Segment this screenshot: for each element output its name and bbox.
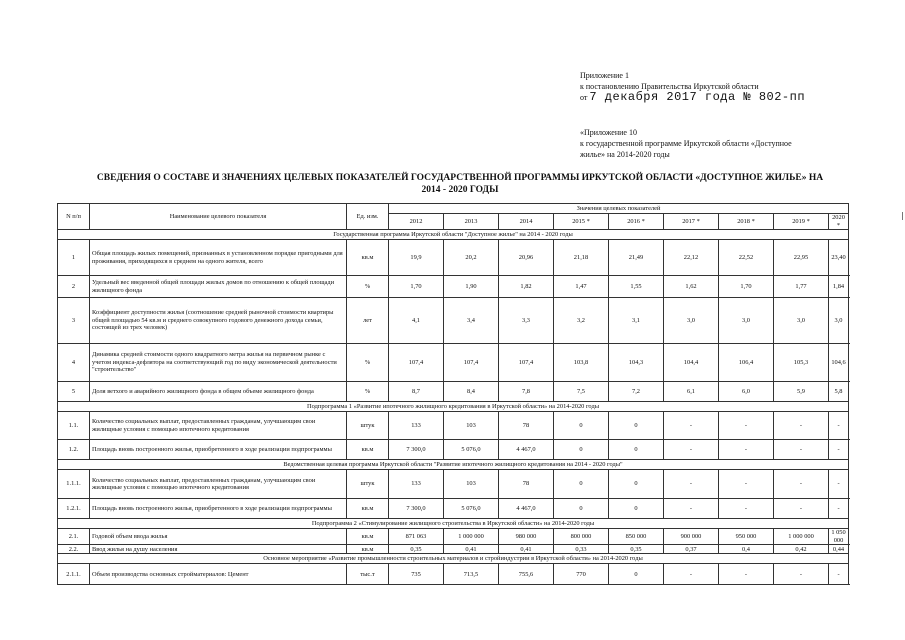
value-cell: 4 467,0 <box>499 499 554 519</box>
header-name: Наименование целевого показателя <box>90 204 347 230</box>
value-cell: - <box>829 412 849 440</box>
appendix-line-2: к постановлению Правительства Иркутской области <box>580 82 759 91</box>
value-cell: - <box>719 470 774 499</box>
section-row <box>58 402 849 412</box>
value-cell: - <box>719 412 774 440</box>
value-cell: 735 <box>389 564 444 585</box>
indicator-name: Количество социальных выплат, предоставленных гражданам, улучшающим свои жилищные условия с помощью ипотечного кредитования <box>90 412 347 440</box>
value-cell: 1,70 <box>719 276 774 298</box>
value-cell: 7,5 <box>554 382 609 402</box>
value-cell: 133 <box>389 412 444 440</box>
unit-cell: кв.м <box>347 240 389 276</box>
value-cell: 7 300,0 <box>389 499 444 519</box>
row-number: 5 <box>58 382 90 402</box>
value-cell: 6,0 <box>719 382 774 402</box>
indicator-name: Общая площадь жилых помещений, признанных в установленном порядке пригодными для проживания, приходящихся в среднем на одного жителя, всего <box>90 240 347 276</box>
value-cell: 0 <box>609 564 664 585</box>
value-cell: 3,0 <box>664 298 719 344</box>
indicator-name: Площадь вновь построенного жилья, приобретенного в ходе реализации подпрограммы <box>90 440 347 460</box>
value-cell: 3,2 <box>554 298 609 344</box>
value-cell: - <box>774 499 829 519</box>
value-cell: - <box>774 470 829 499</box>
program-line-2: к государственной программе Иркутской области «Доступное <box>580 139 792 148</box>
value-cell: - <box>664 440 719 460</box>
appendix-line-3 <box>580 92 805 103</box>
year-header: 2018 * <box>719 214 774 230</box>
indicator-name: Количество социальных выплат, предоставленных гражданам, улучшающим свои жилищные условия с помощью ипотечного кредитования <box>90 470 347 499</box>
section-row <box>58 230 849 240</box>
value-cell: 1,70 <box>389 276 444 298</box>
section-title: Подпрограмма 1 «Развитие ипотечного жилищного кредитования в Иркутской области» на 2014-2020 годы <box>58 402 849 412</box>
value-cell: 1,77 <box>774 276 829 298</box>
row-number: 2.2. <box>58 545 90 554</box>
row-number: 2.1.1. <box>58 564 90 585</box>
value-cell: 7 300,0 <box>389 440 444 460</box>
value-cell: 0,35 <box>389 545 444 554</box>
value-cell: 1,84 <box>829 276 849 298</box>
year-header: 2017 * <box>664 214 719 230</box>
unit-cell: кв.м <box>347 545 389 554</box>
value-cell: - <box>719 499 774 519</box>
year-header: 2013 <box>444 214 499 230</box>
row-number: 2.1. <box>58 529 90 545</box>
value-cell: 0,33 <box>554 545 609 554</box>
value-cell: - <box>829 564 849 585</box>
table-row <box>58 276 849 298</box>
value-cell: 0 <box>554 440 609 460</box>
value-cell: 5,8 <box>829 382 849 402</box>
value-cell: - <box>829 440 849 460</box>
value-cell: 5 076,0 <box>444 440 499 460</box>
value-cell: 8,4 <box>444 382 499 402</box>
unit-cell: % <box>347 344 389 382</box>
indicator-name: Объем производства основных стройматериалов: Цемент <box>90 564 347 585</box>
unit-cell: кв.м <box>347 529 389 545</box>
value-cell: 1 000 000 <box>774 529 829 545</box>
value-cell: 21,18 <box>554 240 609 276</box>
value-cell: 1,55 <box>609 276 664 298</box>
value-cell: 850 000 <box>609 529 664 545</box>
value-cell: 0 <box>609 440 664 460</box>
indicator-name: Годовой объем ввода жилья <box>90 529 347 545</box>
date-prefix: от <box>580 93 588 102</box>
document-title <box>50 172 870 196</box>
header-num: N п/п <box>58 204 90 230</box>
value-cell: 0,42 <box>774 545 829 554</box>
value-cell: 8,7 <box>389 382 444 402</box>
row-number: 1.2.1. <box>58 499 90 519</box>
value-cell: 22,12 <box>664 240 719 276</box>
value-cell: 5,9 <box>774 382 829 402</box>
value-cell: 1,62 <box>664 276 719 298</box>
unit-cell: % <box>347 276 389 298</box>
indicators-table <box>57 203 849 585</box>
table-row <box>58 298 849 344</box>
value-cell: 104,3 <box>609 344 664 382</box>
title-line-2: 2014 - 2020 ГОДЫ <box>421 185 499 195</box>
value-cell: 107,4 <box>389 344 444 382</box>
section-title: Основное мероприятие «Развитие промышленности строительных материалов и стройиндустрии в Иркутской области» на 2014-2020 годы <box>58 554 849 564</box>
value-cell: 0,37 <box>664 545 719 554</box>
value-cell: 3,0 <box>829 298 849 344</box>
value-cell: 5 076,0 <box>444 499 499 519</box>
value-cell: 106,4 <box>719 344 774 382</box>
unit-cell: % <box>347 382 389 402</box>
indicator-name: Ввод жилья на душу населения <box>90 545 347 554</box>
program-line-1: «Приложение 10 <box>580 128 637 137</box>
value-cell: 3,4 <box>444 298 499 344</box>
value-cell: 0 <box>554 412 609 440</box>
year-header: 2014 <box>499 214 554 230</box>
value-cell: 0,41 <box>444 545 499 554</box>
value-cell: 0,4 <box>719 545 774 554</box>
value-cell: 1,90 <box>444 276 499 298</box>
row-number: 1.1. <box>58 412 90 440</box>
value-cell: - <box>829 470 849 499</box>
table-row <box>58 344 849 382</box>
value-cell: 103 <box>444 470 499 499</box>
table-row <box>58 382 849 402</box>
value-cell: 755,6 <box>499 564 554 585</box>
row-number: 1.1.1. <box>58 470 90 499</box>
header-unit: Ед. изм. <box>347 204 389 230</box>
value-cell: 0 <box>609 499 664 519</box>
section-title: Ведомственная целевая программа Иркутской области "Развитие ипотечного жилищного кредитования на 2014 - 2020 годы" <box>58 460 849 470</box>
value-cell: 7,8 <box>499 382 554 402</box>
table-row <box>58 564 849 585</box>
table-header-row <box>58 204 849 214</box>
appendix-header <box>580 70 805 103</box>
value-cell: - <box>664 564 719 585</box>
value-cell: - <box>664 412 719 440</box>
value-cell: 3,0 <box>774 298 829 344</box>
table-row <box>58 240 849 276</box>
row-number: 4 <box>58 344 90 382</box>
row-number: 2 <box>58 276 90 298</box>
value-cell: 1,82 <box>499 276 554 298</box>
value-cell: 0,44 <box>829 545 849 554</box>
value-cell: 104,4 <box>664 344 719 382</box>
table-row <box>58 545 849 554</box>
value-cell: 78 <box>499 412 554 440</box>
value-cell: 0 <box>554 499 609 519</box>
row-number: 1 <box>58 240 90 276</box>
value-cell: - <box>774 564 829 585</box>
table-row <box>58 440 849 460</box>
row-number: 3 <box>58 298 90 344</box>
section-row <box>58 519 849 529</box>
value-cell: 103,8 <box>554 344 609 382</box>
value-cell: - <box>719 564 774 585</box>
row-number: 1.2. <box>58 440 90 460</box>
value-cell: 133 <box>389 470 444 499</box>
program-header <box>580 127 792 160</box>
value-cell: 105,3 <box>774 344 829 382</box>
unit-cell: штук <box>347 412 389 440</box>
indicator-name: Удельный вес введенной общей площади жилых домов по отношению к общей площади жилищного фонда <box>90 276 347 298</box>
title-line-1: СВЕДЕНИЯ О СОСТАВЕ И ЗНАЧЕНИЯХ ЦЕЛЕВЫХ ПОКАЗАТЕЛЕЙ ГОСУДАРСТВЕННОЙ ПРОГРАММЫ ИРКУТСКОЙ ОБЛАСТИ «ДОСТУПНОЕ ЖИЛЬЕ» НА <box>96 173 824 183</box>
value-cell: 103 <box>444 412 499 440</box>
value-cell: 0,35 <box>609 545 664 554</box>
value-cell: 23,40 <box>829 240 849 276</box>
value-cell: 1 050 000 <box>829 529 849 545</box>
value-cell: 980 000 <box>499 529 554 545</box>
value-cell: 104,6 <box>829 344 849 382</box>
value-cell: 3,0 <box>719 298 774 344</box>
section-title: Государственная программа Иркутской области "Доступное жилье" на 2014 - 2020 годы <box>58 230 849 240</box>
value-cell: 950 000 <box>719 529 774 545</box>
value-cell: 4 467,0 <box>499 440 554 460</box>
table-row <box>58 529 849 545</box>
header-values: Значения целевых показателей <box>389 204 849 214</box>
value-cell: 1,47 <box>554 276 609 298</box>
value-cell: 0 <box>554 470 609 499</box>
value-cell: 3,1 <box>609 298 664 344</box>
year-header: 2019 * <box>774 214 829 230</box>
value-cell: 78 <box>499 470 554 499</box>
unit-cell: кв.м <box>347 440 389 460</box>
value-cell: 21,49 <box>609 240 664 276</box>
value-cell: - <box>664 499 719 519</box>
value-cell: 22,95 <box>774 240 829 276</box>
value-cell: - <box>774 440 829 460</box>
value-cell: 107,4 <box>499 344 554 382</box>
table-row <box>58 499 849 519</box>
value-cell: - <box>719 440 774 460</box>
value-cell: - <box>774 412 829 440</box>
value-cell: 770 <box>554 564 609 585</box>
edge-mark <box>902 212 903 220</box>
value-cell: 7,2 <box>609 382 664 402</box>
year-header: 2015 * <box>554 214 609 230</box>
value-cell: 20,96 <box>499 240 554 276</box>
value-cell: 6,1 <box>664 382 719 402</box>
value-cell: 800 000 <box>554 529 609 545</box>
year-header: 2012 <box>389 214 444 230</box>
unit-cell: лет <box>347 298 389 344</box>
value-cell: 1 000 000 <box>444 529 499 545</box>
table-row <box>58 412 849 440</box>
indicator-name: Коэффициент доступности жилья (соотношение средней рыночной стоимости квартиры общей площадью 54 кв.м и среднего совокупного годового денежного дохода семьи, состоящей из трех человек) <box>90 298 347 344</box>
year-header: 2020 * <box>829 214 849 230</box>
program-line-3: жилье» на 2014-2020 годы <box>580 150 670 159</box>
unit-cell: кв.м <box>347 499 389 519</box>
value-cell: 4,1 <box>389 298 444 344</box>
indicator-name: Доля ветхого и аварийного жилищного фонда в общем объеме жилищного фонда <box>90 382 347 402</box>
value-cell: 900 000 <box>664 529 719 545</box>
value-cell: 0,41 <box>499 545 554 554</box>
value-cell: - <box>664 470 719 499</box>
value-cell: - <box>829 499 849 519</box>
section-title: Подпрограмма 2 «Стимулирование жилищного строительства в Иркутской области» на 2014-2020 годы <box>58 519 849 529</box>
value-cell: 22,52 <box>719 240 774 276</box>
value-cell: 0 <box>609 412 664 440</box>
indicator-name: Площадь вновь построенного жилья, приобретенного в ходе реализации подпрограммы <box>90 499 347 519</box>
section-row <box>58 460 849 470</box>
year-header: 2016 * <box>609 214 664 230</box>
table-row <box>58 470 849 499</box>
value-cell: 871 063 <box>389 529 444 545</box>
value-cell: 20,2 <box>444 240 499 276</box>
value-cell: 713,5 <box>444 564 499 585</box>
value-cell: 3,3 <box>499 298 554 344</box>
value-cell: 107,4 <box>444 344 499 382</box>
value-cell: 0 <box>609 470 664 499</box>
value-cell: 19,9 <box>389 240 444 276</box>
appendix-line-1: Приложение 1 <box>580 71 629 80</box>
section-row <box>58 554 849 564</box>
handwritten-date: 7 декабря 2017 года № 802-пп <box>589 90 806 104</box>
unit-cell: штук <box>347 470 389 499</box>
indicator-name: Динамика средней стоимости одного квадратного метра жилья на первичном рынке с учетом индекса-дефлятора на соответствующий год по виду экономической деятельности "строительство" <box>90 344 347 382</box>
unit-cell: тыс.т <box>347 564 389 585</box>
